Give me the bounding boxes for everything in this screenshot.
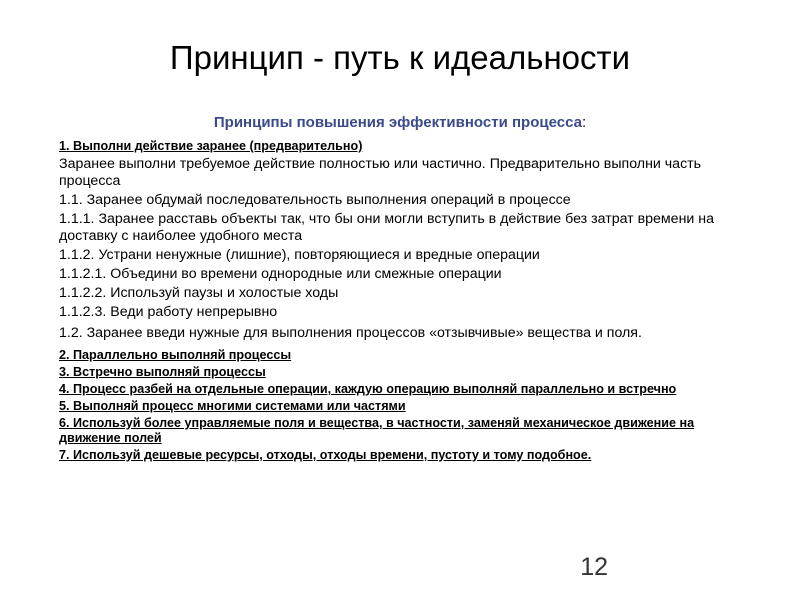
principle-5: 5. Выполняй процесс многими системами или частями xyxy=(59,399,406,413)
principle-3: 3. Встречно выполняй процессы xyxy=(59,365,266,379)
principle-1-1-2-2: 1.1.2.2. Используй паузы и холостые ходы xyxy=(59,285,339,301)
principle-1-1-2-1: 1.1.2.1. Объедини во времени однородные или смежные операции xyxy=(59,266,502,282)
subtitle-colon: : xyxy=(581,114,587,131)
slide-title: Принцип - путь к идеальности xyxy=(169,39,631,76)
principle-6: 6. Используй более управляемые поля и вещества, в частности, заменяй механическое движение на движение полей xyxy=(59,416,695,445)
principle-1-1-2: 1.1.2. Устрани ненужные (лишние), повторяющиеся и вредные операции xyxy=(59,247,540,263)
principle-1-1: 1.1. Заранее обдумай последовательность выполнения операций в процессе xyxy=(59,192,571,208)
principle-1-1-2-3: 1.1.2.3. Веди работу непрерывно xyxy=(59,304,278,320)
principles-list xyxy=(59,135,759,463)
principle-2: 2. Параллельно выполняй процессы xyxy=(59,348,292,362)
principle-7: 7. Используй дешевые ресурсы, отходы, отходы времени, пустоту и тому подобное. xyxy=(59,448,592,462)
principle-4: 4. Процесс разбей на отдельные операции, каждую операцию выполняй параллельно и встречно xyxy=(59,382,677,396)
principle-1-2: 1.2. Заранее введи нужные для выполнения процессов «отзывчивые» вещества и поля. xyxy=(59,325,642,341)
principle-1-heading: 1. Выполни действие заранее (предварительно) xyxy=(59,139,363,153)
principle-1-1-1: 1.1.1. Заранее расставь объекты так, что бы они могли вступить в действие без затрат времени на доставку с наиболее удобного места xyxy=(59,211,714,244)
subtitle-text: Принципы повышения эффективности процесса xyxy=(213,114,582,131)
slide-subtitle xyxy=(0,114,800,131)
page-number: 12 xyxy=(580,553,608,581)
principle-1-description: Заранее выполни требуемое действие полностью или частично. Предварительно выполни часть процесса xyxy=(59,156,702,189)
